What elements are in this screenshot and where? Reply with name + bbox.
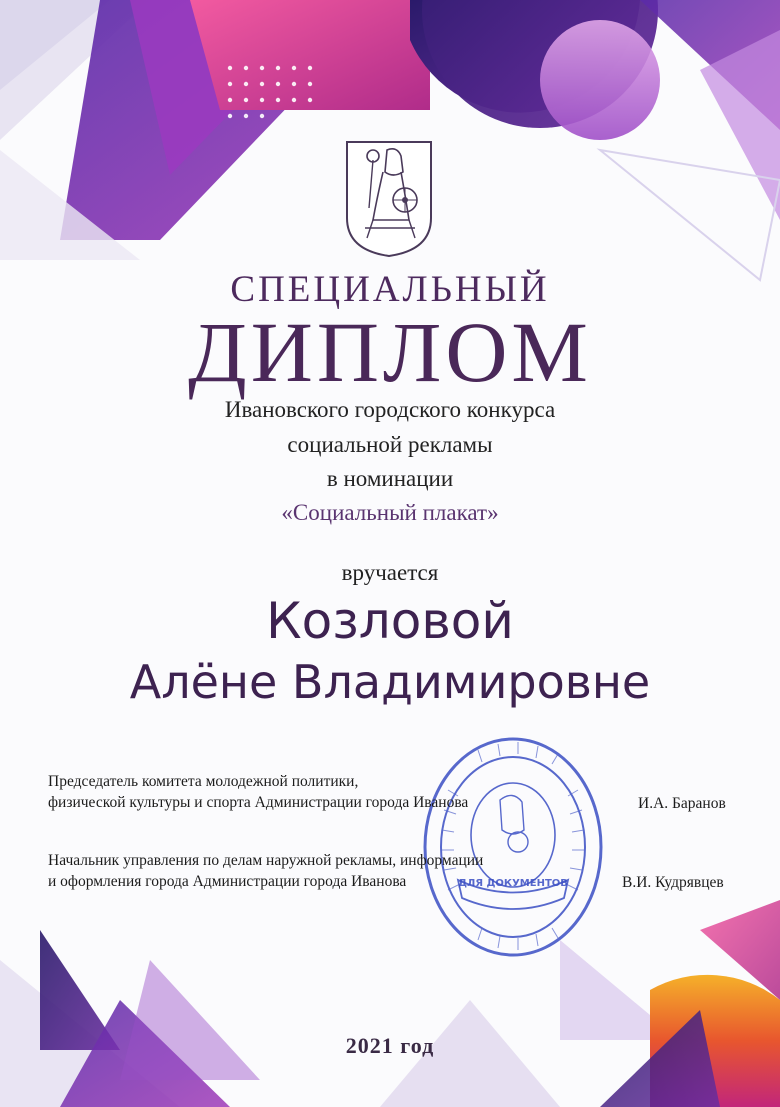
official-seal-icon [418, 730, 608, 965]
nomination-name: «Социальный плакат» [281, 500, 499, 525]
signature-block-2 [48, 850, 483, 892]
contest-line-1: Ивановского городского конкурса [224, 397, 556, 422]
recipient-given-names: Алёне Владимировне [129, 655, 651, 709]
signature-block-1 [48, 771, 468, 813]
awarded-text: вручается [341, 560, 439, 585]
diploma-subtitle: СПЕЦИАЛЬНЫЙ [230, 269, 550, 310]
signatory-2-position-line-1: Начальник управления по делам наружной рекламы, информации [48, 852, 484, 869]
contest-line-3: в номинации [326, 466, 454, 491]
signatory-1-position-line-1: Председатель комитета молодежной политики, [48, 773, 359, 790]
recipient-surname: Козловой [266, 592, 514, 650]
year-label: 2021 год [345, 1033, 435, 1058]
signatory-2-position-line-2: и оформления города Администрации города Иванова [48, 873, 407, 890]
contest-line-2: социальной рекламы [287, 432, 493, 457]
diploma-title: ДИПЛОМ [188, 304, 592, 400]
signatory-2-name: В.И. Кудрявцев [622, 874, 724, 891]
signatory-1-position-line-2: физической культуры и спорта Администрации города Иванова [48, 794, 469, 811]
ivanovo-coat-of-arms-icon [343, 138, 435, 260]
stamp-text: ДЛЯ ДОКУМЕНТОВ [458, 878, 568, 889]
signatory-1-name: И.А. Баранов [638, 795, 726, 812]
